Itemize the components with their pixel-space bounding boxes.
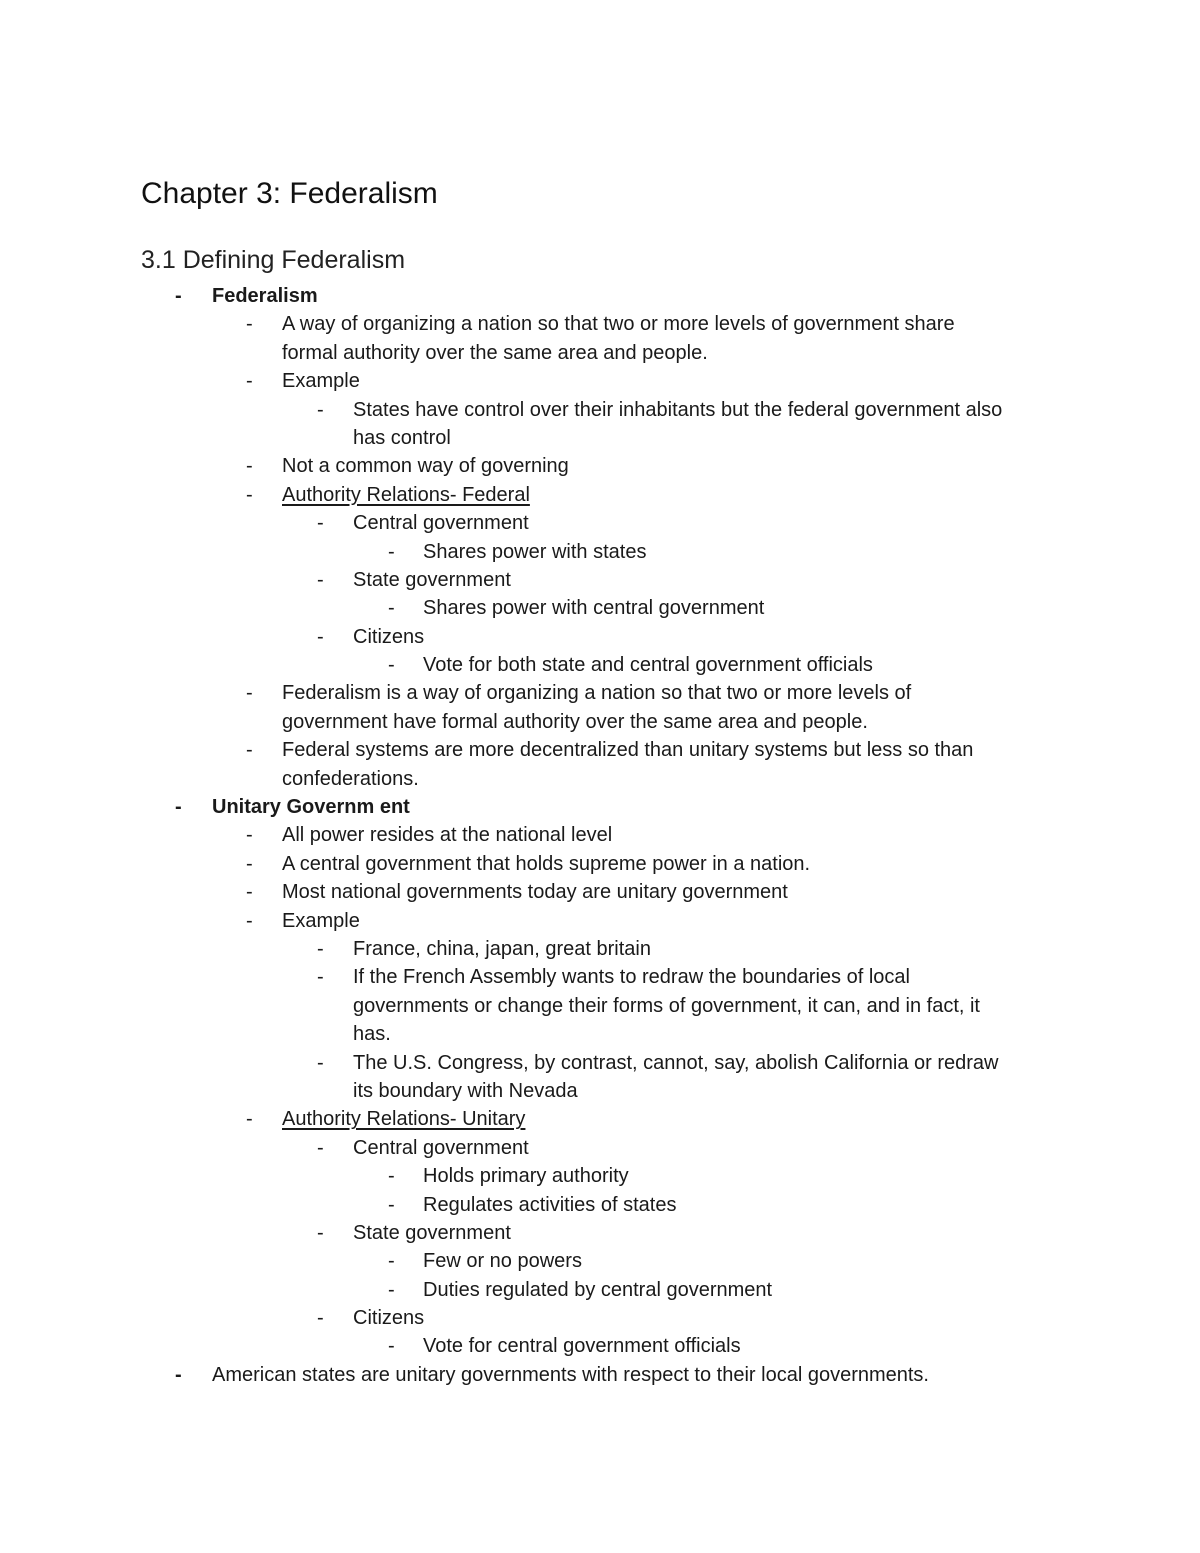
- list-item: [0, 793, 1200, 821]
- bullet-dash: -: [317, 1307, 324, 1330]
- list-item: [0, 1361, 1200, 1389]
- list-item: [0, 679, 1200, 707]
- list-item-continuation: [0, 708, 1200, 736]
- list-item-text: confederations.: [282, 767, 419, 790]
- bullet-dash: -: [246, 881, 253, 904]
- bullet-dash: -: [317, 937, 324, 960]
- list-item-text: Federalism: [212, 285, 318, 307]
- list-item: [0, 566, 1200, 594]
- list-item-text: Federalism is a way of organizing a nation so that two or more levels of: [282, 682, 912, 705]
- bullet-dash: -: [246, 739, 253, 762]
- list-item-text: government have formal authority over the same area and people.: [282, 710, 868, 733]
- bullet-dash: -: [388, 540, 395, 563]
- list-item-text: American states are unitary governments with respect to their local governments.: [212, 1363, 929, 1386]
- bullet-dash: -: [246, 370, 253, 393]
- list-item-text: has.: [353, 1023, 391, 1046]
- list-item: [0, 878, 1200, 906]
- list-item: [0, 396, 1200, 424]
- bullet-dash: -: [317, 1221, 324, 1244]
- page-title: Chapter 3: Federalism: [141, 177, 438, 210]
- list-item: [0, 736, 1200, 764]
- list-item-text: Citizens: [353, 1307, 425, 1330]
- list-item: [0, 1191, 1200, 1219]
- list-item: [0, 282, 1200, 310]
- list-item-continuation: [0, 339, 1200, 367]
- list-item-text: State government: [353, 568, 511, 591]
- list-item: [0, 1134, 1200, 1162]
- list-item: [0, 509, 1200, 537]
- list-item: [0, 935, 1200, 963]
- list-item-text: Example: [282, 909, 360, 932]
- bullet-dash: -: [317, 512, 324, 535]
- bullet-dash: -: [246, 313, 253, 336]
- bullet-dash: -: [246, 824, 253, 847]
- list-item-text: Unitary Governm ent: [212, 796, 410, 819]
- list-item: [0, 1304, 1200, 1332]
- bullet-dash: -: [246, 682, 253, 705]
- list-item-text: States have control over their inhabitants but the federal government also: [353, 398, 1003, 421]
- list-item-text: Duties regulated by central government: [423, 1278, 773, 1301]
- outline-list: [0, 282, 1200, 1389]
- list-item: [0, 623, 1200, 651]
- bullet-dash: -: [388, 654, 395, 677]
- bullet-dash: -: [246, 455, 253, 478]
- list-item-text: its boundary with Nevada: [353, 1079, 578, 1102]
- list-item-text: Example: [282, 370, 360, 393]
- list-item: [0, 850, 1200, 878]
- list-item-text: Few or no powers: [423, 1250, 582, 1273]
- list-item-text: France, china, japan, great britain: [353, 937, 651, 960]
- bullet-dash: -: [246, 909, 253, 932]
- list-item: [0, 310, 1200, 338]
- list-item-text: Vote for both state and central government officials: [423, 654, 873, 677]
- bullet-dash: -: [317, 1051, 324, 1074]
- list-item-text: Holds primary authority: [423, 1165, 629, 1188]
- list-item-text: A central government that holds supreme power in a nation.: [282, 852, 811, 875]
- list-item-text: The U.S. Congress, by contrast, cannot, say, abolish California or redraw: [353, 1051, 999, 1074]
- list-item-text: Citizens: [353, 625, 425, 648]
- list-item-text: All power resides at the national level: [282, 824, 613, 847]
- bullet-dash: -: [317, 1136, 324, 1159]
- list-item-text: Shares power with central government: [423, 597, 765, 620]
- list-item: [0, 1105, 1200, 1133]
- list-item-text: Most national governments today are unitary government: [282, 881, 788, 904]
- list-item: [0, 481, 1200, 509]
- list-item-continuation: [0, 1077, 1200, 1105]
- bullet-dash: -: [388, 597, 395, 620]
- list-item: [0, 1162, 1200, 1190]
- list-item: [0, 963, 1200, 991]
- list-item-continuation: [0, 992, 1200, 1020]
- list-item: [0, 1332, 1200, 1360]
- bullet-dash: -: [246, 483, 253, 506]
- bullet-dash: -: [388, 1165, 395, 1188]
- list-item-text: governments or change their forms of government, it can, and in fact, it: [353, 994, 980, 1017]
- bullet-dash: -: [317, 966, 324, 989]
- list-item-text: State government: [353, 1221, 511, 1244]
- list-item: [0, 651, 1200, 679]
- list-item-text: Central government: [353, 512, 529, 535]
- list-item-text: formal authority over the same area and people.: [282, 341, 708, 364]
- list-item: [0, 538, 1200, 566]
- list-item-continuation: [0, 765, 1200, 793]
- section-heading: 3.1 Defining Federalism: [141, 246, 406, 274]
- bullet-dash: -: [175, 796, 182, 819]
- list-item-continuation: [0, 1020, 1200, 1048]
- bullet-dash: -: [388, 1250, 395, 1273]
- list-item-text: Not a common way of governing: [282, 455, 569, 478]
- list-item-text: Shares power with states: [423, 540, 647, 563]
- list-item-text: has control: [353, 426, 451, 449]
- list-item: [0, 907, 1200, 935]
- list-item-continuation: [0, 424, 1200, 452]
- list-item-text: Regulates activities of states: [423, 1193, 677, 1216]
- bullet-dash: -: [246, 1108, 253, 1131]
- bullet-dash: -: [388, 1278, 395, 1301]
- list-item-text: Authority Relations- Federal: [282, 483, 530, 506]
- list-item-text: Vote for central government officials: [423, 1335, 741, 1358]
- bullet-dash: -: [317, 568, 324, 591]
- bullet-dash: -: [317, 398, 324, 421]
- bullet-dash: -: [388, 1193, 395, 1216]
- list-item-text: Federal systems are more decentralized than unitary systems but less so than: [282, 739, 974, 762]
- list-item-text: Authority Relations- Unitary: [282, 1108, 526, 1131]
- list-item: [0, 367, 1200, 395]
- bullet-dash: -: [175, 285, 182, 307]
- bullet-dash: -: [388, 1335, 395, 1358]
- list-item: [0, 1247, 1200, 1275]
- list-item: [0, 594, 1200, 622]
- list-item: [0, 1276, 1200, 1304]
- bullet-dash: -: [317, 625, 324, 648]
- list-item-text: Central government: [353, 1136, 529, 1159]
- list-item: [0, 821, 1200, 849]
- list-item: [0, 1219, 1200, 1247]
- list-item: [0, 1049, 1200, 1077]
- bullet-dash: -: [246, 852, 253, 875]
- list-item: [0, 452, 1200, 480]
- list-item-text: If the French Assembly wants to redraw the boundaries of local: [353, 966, 910, 989]
- list-item-text: A way of organizing a nation so that two or more levels of government share: [282, 313, 955, 336]
- bullet-dash: -: [175, 1363, 182, 1386]
